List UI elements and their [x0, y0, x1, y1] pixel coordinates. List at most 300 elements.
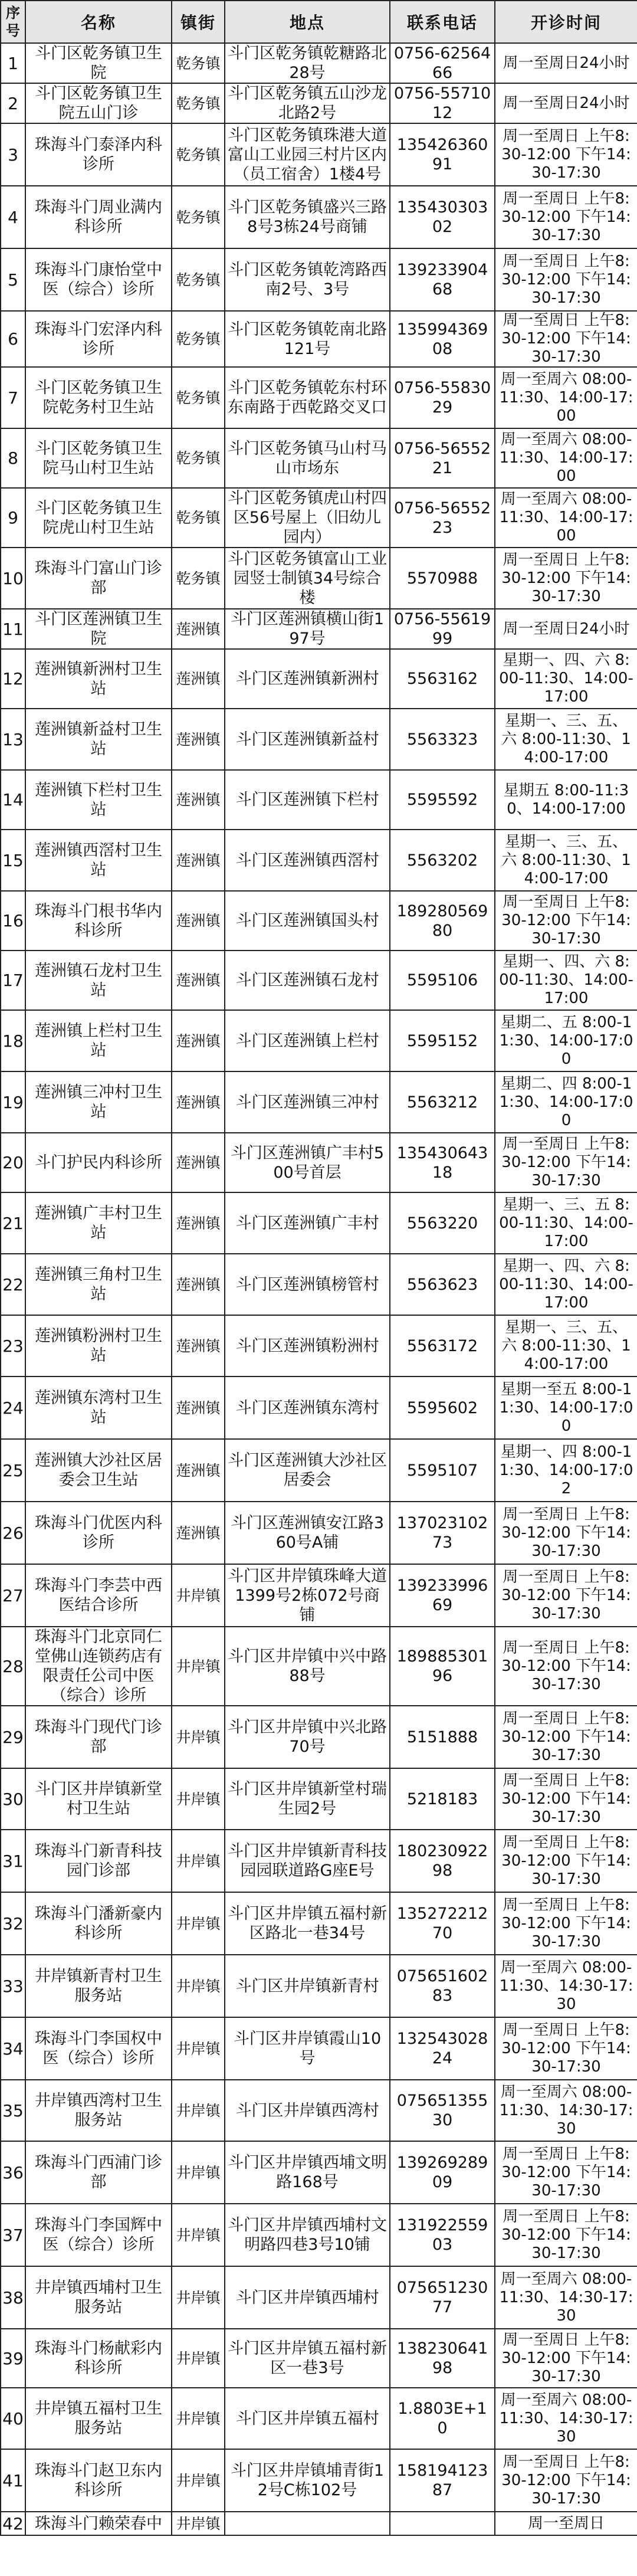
row-hours: 周一至周日 上午8:30-12:00 下午14:30-17:30: [495, 2449, 637, 2512]
table-row: [1, 2329, 637, 2388]
row-phone: 0756-5561999: [390, 609, 495, 649]
row-clinic-name: 珠海斗门现代门诊部: [25, 1706, 172, 1768]
row-phone: 13599436908: [390, 311, 495, 367]
row-town: 莲洲镇: [172, 1010, 225, 1071]
row-clinic-name: 珠海斗门杨献彩内科诊所: [25, 2329, 172, 2388]
table-row: [1, 2266, 637, 2329]
row-clinic-name: 莲洲镇三冲村卫生站: [25, 1071, 172, 1133]
row-hours: 周一至周六 08:00-11:30、14:30-17:30: [495, 2080, 637, 2141]
row-phone: 13926928909: [390, 2141, 495, 2204]
row-phone: 5563162: [390, 649, 495, 709]
table-row: [1, 649, 637, 709]
row-town: 莲洲镇: [172, 609, 225, 649]
row-town: 乾务镇: [172, 123, 225, 186]
row-phone: 18023092298: [390, 1830, 495, 1892]
row-clinic-name: 莲洲镇三角村卫生站: [25, 1254, 172, 1315]
row-phone: 07565123077: [390, 2266, 495, 2329]
row-hours: 星期二、五 8:00-11:30、14:00-17:00: [495, 1010, 637, 1071]
row-hours: 周一至周日 上午8:30-12:00 下午14:30-17:30: [495, 1830, 637, 1892]
row-hours: 周一至周日 上午8:30-12:00 下午14:30-17:30: [495, 186, 637, 248]
row-address: 斗门区莲洲镇广丰村: [225, 1192, 390, 1254]
row-town: 乾务镇: [172, 548, 225, 609]
row-phone: 5595592: [390, 770, 495, 830]
row-clinic-name: 斗门区乾务镇卫生院: [25, 43, 172, 83]
table-row: [1, 488, 637, 548]
table-row: [1, 1439, 637, 1502]
row-phone: 5218183: [390, 1768, 495, 1830]
table-row: [1, 1892, 637, 1955]
row-address: 斗门区井岸镇霞山10号: [225, 2017, 390, 2080]
row-clinic-name: 莲洲镇新益村卫生站: [25, 709, 172, 770]
row-address: 斗门区井岸镇五福村: [225, 2388, 390, 2449]
row-town: 井岸镇: [172, 1564, 225, 1627]
row-hours: 星期一、四 8:00-11:30、14:00-17:02: [495, 1439, 637, 1502]
row-hours: 星期五 8:00-11:30、14:00-17:00: [495, 770, 637, 830]
row-serial-number: 42: [1, 2512, 25, 2535]
row-town: 井岸镇: [172, 1892, 225, 1955]
table-row: [1, 1010, 637, 1071]
row-town: 莲洲镇: [172, 891, 225, 951]
row-address: 斗门区井岸镇新堂村瑞生园2号: [225, 1768, 390, 1830]
row-serial-number: 2: [1, 83, 25, 123]
table-row: [1, 1564, 637, 1627]
row-serial-number: 38: [1, 2266, 25, 2329]
row-phone: 07565135530: [390, 2080, 495, 2141]
table-row: [1, 2512, 637, 2535]
row-hours: 星期一、三、五 8:00-11:30、14:00-17:00: [495, 1192, 637, 1254]
table-row: [1, 2449, 637, 2512]
row-town: 莲洲镇: [172, 709, 225, 770]
row-clinic-name: 珠海斗门富山门诊部: [25, 548, 172, 609]
table-body: [1, 43, 637, 2535]
row-phone: 13923399669: [390, 1564, 495, 1627]
row-serial-number: 36: [1, 2141, 25, 2204]
row-phone: 5151888: [390, 1706, 495, 1768]
row-serial-number: 18: [1, 1010, 25, 1071]
row-town: 莲洲镇: [172, 1377, 225, 1439]
row-hours: 周一至周日 上午8:30-12:00 下午14:30-17:30: [495, 1627, 637, 1706]
row-address: [225, 2512, 390, 2535]
row-hours: 周一至周日 上午8:30-12:00 下午14:30-17:30: [495, 1706, 637, 1768]
row-clinic-name: 珠海斗门赖荣春中: [25, 2512, 172, 2535]
row-hours: 周一至周日 上午8:30-12:00 下午14:30-17:30: [495, 891, 637, 951]
row-serial-number: 5: [1, 248, 25, 311]
row-hours: 星期一、四、六 8:00-11:30、14:00-17:00: [495, 951, 637, 1010]
table-row: [1, 2204, 637, 2266]
row-serial-number: 20: [1, 1133, 25, 1192]
row-town: 乾务镇: [172, 186, 225, 248]
row-town: 井岸镇: [172, 1768, 225, 1830]
header-serial-number: 序号: [1, 1, 25, 43]
row-serial-number: 26: [1, 1502, 25, 1564]
row-phone: 5563172: [390, 1315, 495, 1377]
row-serial-number: 12: [1, 649, 25, 709]
row-address: 斗门区乾务镇乾东村环东南路于西乾路交叉口: [225, 367, 390, 428]
row-town: 井岸镇: [172, 2080, 225, 2141]
row-clinic-name: 斗门区莲洲镇卫生院: [25, 609, 172, 649]
row-address: 斗门区莲洲镇新益村: [225, 709, 390, 770]
row-hours: 周一至周日 上午8:30-12:00 下午14:30-17:30: [495, 2204, 637, 2266]
row-town: 乾务镇: [172, 488, 225, 548]
row-phone: 5595106: [390, 951, 495, 1010]
row-phone: 07565160283: [390, 1955, 495, 2017]
row-clinic-name: 珠海斗门赵卫东内科诊所: [25, 2449, 172, 2512]
row-hours: 周一至周日24小时: [495, 43, 637, 83]
row-serial-number: 19: [1, 1071, 25, 1133]
row-address: 斗门区乾务镇五山沙龙北路2号: [225, 83, 390, 123]
table-row: [1, 186, 637, 248]
row-town: 莲洲镇: [172, 1133, 225, 1192]
row-hours: 周一至周日 上午8:30-12:00 下午14:30-17:30: [495, 2017, 637, 2080]
row-town: 井岸镇: [172, 2017, 225, 2080]
row-town: 井岸镇: [172, 2141, 225, 2204]
row-address: 斗门区乾务镇珠港大道富山工业园三村片区内（员工宿舍）1楼4号: [225, 123, 390, 186]
row-hours: 周一至周日 上午8:30-12:00 下午14:30-17:30: [495, 123, 637, 186]
row-hours: 周一至周六 08:00-11:30、14:30-17:30: [495, 2266, 637, 2329]
row-serial-number: 1: [1, 43, 25, 83]
row-town: 乾务镇: [172, 311, 225, 367]
row-phone: 0756-5571012: [390, 83, 495, 123]
header-phone: 联系电话: [390, 1, 495, 43]
row-town: 莲洲镇: [172, 951, 225, 1010]
row-serial-number: 23: [1, 1315, 25, 1377]
row-address: 斗门区乾务镇富山工业园竖士制镇34号综合楼: [225, 548, 390, 609]
row-hours: 周一至周日24小时: [495, 609, 637, 649]
row-phone: 5563323: [390, 709, 495, 770]
row-clinic-name: 珠海斗门泰泽内科诊所: [25, 123, 172, 186]
row-serial-number: 14: [1, 770, 25, 830]
row-hours: 周一至周日 上午8:30-12:00 下午14:30-17:30: [495, 1564, 637, 1627]
row-serial-number: 39: [1, 2329, 25, 2388]
header-address: 地点: [225, 1, 390, 43]
row-clinic-name: 井岸镇西埔村卫生服务站: [25, 2266, 172, 2329]
row-address: 斗门区乾务镇盛兴三路8号3栋24号商铺: [225, 186, 390, 248]
table-row: [1, 1071, 637, 1133]
table-row: [1, 548, 637, 609]
row-hours: 星期一至五 8:00-11:30、14:00-17:00: [495, 1377, 637, 1439]
row-address: 斗门区井岸镇五福村新区一巷3号: [225, 2329, 390, 2388]
row-serial-number: 22: [1, 1254, 25, 1315]
row-town: 乾务镇: [172, 428, 225, 488]
row-clinic-name: 斗门区乾务镇卫生院马山村卫生站: [25, 428, 172, 488]
row-town: 乾务镇: [172, 83, 225, 123]
row-hours: 周一至周六 08:00-11:30、14:00-17:00: [495, 367, 637, 428]
row-hours: 周一至周日 上午8:30-12:00 下午14:30-17:30: [495, 1892, 637, 1955]
table-row: [1, 367, 637, 428]
row-town: 乾务镇: [172, 43, 225, 83]
row-serial-number: 25: [1, 1439, 25, 1502]
row-town: 莲洲镇: [172, 1254, 225, 1315]
table-row: [1, 1315, 637, 1377]
row-address: 斗门区井岸镇西埔村: [225, 2266, 390, 2329]
row-clinic-name: 莲洲镇上栏村卫生站: [25, 1010, 172, 1071]
row-clinic-name: 莲洲镇西滘村卫生站: [25, 830, 172, 891]
row-phone: 13823064198: [390, 2329, 495, 2388]
row-address: 斗门区乾务镇乾湾路西南2号、3号: [225, 248, 390, 311]
row-town: 井岸镇: [172, 1706, 225, 1768]
row-clinic-name: 珠海斗门根书华内科诊所: [25, 891, 172, 951]
row-serial-number: 21: [1, 1192, 25, 1254]
row-town: 莲洲镇: [172, 1439, 225, 1502]
table-row: [1, 1502, 637, 1564]
row-phone: 13542636091: [390, 123, 495, 186]
row-clinic-name: 斗门区乾务镇卫生院虎山村卫生站: [25, 488, 172, 548]
row-clinic-name: 莲洲镇石龙村卫生站: [25, 951, 172, 1010]
row-clinic-name: 珠海斗门李国权中医（综合）诊所: [25, 2017, 172, 2080]
row-town: 井岸镇: [172, 2388, 225, 2449]
row-address: 斗门区乾务镇乾南北路121号: [225, 311, 390, 367]
row-serial-number: 32: [1, 1892, 25, 1955]
row-phone: 5563212: [390, 1071, 495, 1133]
header-name: 名称: [25, 1, 172, 43]
row-serial-number: 37: [1, 2204, 25, 2266]
table-row: [1, 43, 637, 83]
row-clinic-name: 莲洲镇粉洲村卫生站: [25, 1315, 172, 1377]
row-address: 斗门区莲洲镇广丰村500号首层: [225, 1133, 390, 1192]
row-phone: 5595107: [390, 1439, 495, 1502]
row-serial-number: 3: [1, 123, 25, 186]
row-serial-number: 16: [1, 891, 25, 951]
row-clinic-name: 莲洲镇下栏村卫生站: [25, 770, 172, 830]
row-address: 斗门区井岸镇珠峰大道1399号2栋072号商铺: [225, 1564, 390, 1627]
row-address: 斗门区井岸镇中兴北路70号: [225, 1706, 390, 1768]
row-address: 斗门区莲洲镇榜管村: [225, 1254, 390, 1315]
row-hours: 星期一、三、五、六 8:00-11:30、14:00-17:00: [495, 709, 637, 770]
row-phone: 0756-5655221: [390, 428, 495, 488]
row-town: 井岸镇: [172, 2449, 225, 2512]
row-address: 斗门区乾务镇马山村马山市场东: [225, 428, 390, 488]
table-row: [1, 248, 637, 311]
row-clinic-name: 珠海斗门北京同仁堂佛山连锁药店有限责任公司中医（综合）诊所: [25, 1627, 172, 1706]
row-phone: 0756-5583029: [390, 367, 495, 428]
row-serial-number: 4: [1, 186, 25, 248]
row-clinic-name: 井岸镇五福村卫生服务站: [25, 2388, 172, 2449]
header-town: 镇街: [172, 1, 225, 43]
table-row: [1, 1627, 637, 1706]
row-hours: 周一至周六 08:00-11:30、14:00-17:00: [495, 488, 637, 548]
table-row: [1, 2141, 637, 2204]
table-row: [1, 2388, 637, 2449]
row-clinic-name: 莲洲镇大沙社区居委会卫生站: [25, 1439, 172, 1502]
table-row: [1, 2017, 637, 2080]
row-hours: 周一至周日 上午8:30-12:00 下午14:30-17:30: [495, 548, 637, 609]
row-phone: 13543064318: [390, 1133, 495, 1192]
row-serial-number: 31: [1, 1830, 25, 1892]
row-clinic-name: 莲洲镇广丰村卫生站: [25, 1192, 172, 1254]
row-address: 斗门区莲洲镇横山街197号: [225, 609, 390, 649]
row-serial-number: 40: [1, 2388, 25, 2449]
table-row: [1, 1254, 637, 1315]
table-row: [1, 1706, 637, 1768]
row-serial-number: 8: [1, 428, 25, 488]
row-serial-number: 15: [1, 830, 25, 891]
row-phone: 13192255903: [390, 2204, 495, 2266]
row-hours: 周一至周六 08:00-11:30、14:30-17:30: [495, 2388, 637, 2449]
table-row: [1, 609, 637, 649]
row-serial-number: 41: [1, 2449, 25, 2512]
row-phone: 0756-5655223: [390, 488, 495, 548]
row-town: 井岸镇: [172, 2329, 225, 2388]
row-address: 斗门区乾务镇虎山村四区56号屋上（旧幼儿园内）: [225, 488, 390, 548]
row-town: 井岸镇: [172, 1955, 225, 2017]
row-town: 井岸镇: [172, 1830, 225, 1892]
row-clinic-name: 珠海斗门周业满内科诊所: [25, 186, 172, 248]
row-address: 斗门区井岸镇五福村新区路北一巷34号: [225, 1892, 390, 1955]
header-row: [1, 1, 637, 43]
row-phone: 13254302824: [390, 2017, 495, 2080]
row-hours: 周一至周六 08:00-11:30、14:00-17:00: [495, 428, 637, 488]
row-hours: 周一至周日 上午8:30-12:00 下午14:30-17:30: [495, 1768, 637, 1830]
table-row: [1, 1830, 637, 1892]
row-clinic-name: 珠海斗门李芸中西医结合诊所: [25, 1564, 172, 1627]
table-row: [1, 123, 637, 186]
row-serial-number: 6: [1, 311, 25, 367]
row-clinic-name: 斗门区井岸镇新堂村卫生站: [25, 1768, 172, 1830]
row-hours: 周一至周日24小时: [495, 83, 637, 123]
row-serial-number: 9: [1, 488, 25, 548]
row-serial-number: 7: [1, 367, 25, 428]
table-row: [1, 1768, 637, 1830]
row-address: 斗门区井岸镇西湾村: [225, 2080, 390, 2141]
row-town: 莲洲镇: [172, 830, 225, 891]
row-town: 莲洲镇: [172, 770, 225, 830]
row-clinic-name: 井岸镇西湾村卫生服务站: [25, 2080, 172, 2141]
row-hours: 周一至周日 上午8:30-12:00 下午14:30-17:30: [495, 1502, 637, 1564]
row-town: 莲洲镇: [172, 1502, 225, 1564]
table-row: [1, 83, 637, 123]
row-serial-number: 33: [1, 1955, 25, 2017]
row-hours: 周一至周日 上午8:30-12:00 下午14:30-17:30: [495, 1133, 637, 1192]
row-serial-number: 13: [1, 709, 25, 770]
row-hours: 周一至周日 上午8:30-12:00 下午14:30-17:30: [495, 311, 637, 367]
row-phone: 18928056980: [390, 891, 495, 951]
row-phone: 15819412387: [390, 2449, 495, 2512]
row-hours: 星期一、三、五、六 8:00-11:30、14:00-17:00: [495, 830, 637, 891]
row-clinic-name: 珠海斗门康怡堂中医（综合）诊所: [25, 248, 172, 311]
row-address: 斗门区莲洲镇大沙社区居委会: [225, 1439, 390, 1502]
row-town: 乾务镇: [172, 367, 225, 428]
table-row: [1, 830, 637, 891]
row-town: 井岸镇: [172, 2512, 225, 2535]
row-town: 莲洲镇: [172, 1071, 225, 1133]
row-clinic-name: 珠海斗门潘新豪内科诊所: [25, 1892, 172, 1955]
row-phone: 5570988: [390, 548, 495, 609]
row-town: 井岸镇: [172, 2266, 225, 2329]
header-hours: 开诊时间: [495, 1, 637, 43]
row-serial-number: 29: [1, 1706, 25, 1768]
row-clinic-name: 珠海斗门西浦门诊部: [25, 2141, 172, 2204]
row-clinic-name: 珠海斗门宏泽内科诊所: [25, 311, 172, 367]
row-hours: 星期一、四、六 8:00-11:30、14:00-17:00: [495, 1254, 637, 1315]
row-town: 乾务镇: [172, 248, 225, 311]
row-address: 斗门区莲洲镇上栏村: [225, 1010, 390, 1071]
table-row: [1, 709, 637, 770]
row-serial-number: 35: [1, 2080, 25, 2141]
row-address: 斗门区井岸镇中兴中路88号: [225, 1627, 390, 1706]
row-hours: 星期一、四、六 8:00-11:30、14:00-17:00: [495, 649, 637, 709]
table-row: [1, 1955, 637, 2017]
row-address: 斗门区井岸镇西埔文明路168号: [225, 2141, 390, 2204]
row-clinic-name: 井岸镇新青村卫生服务站: [25, 1955, 172, 2017]
row-address: 斗门区乾务镇乾糖路北28号: [225, 43, 390, 83]
row-clinic-name: 斗门区乾务镇卫生院五山门诊: [25, 83, 172, 123]
table-row: [1, 1377, 637, 1439]
row-address: 斗门区井岸镇新青科技园园联道路G座E号: [225, 1830, 390, 1892]
row-address: 斗门区莲洲镇粉洲村: [225, 1315, 390, 1377]
row-hours: 周一至周日 上午8:30-12:00 下午14:30-17:30: [495, 2141, 637, 2204]
row-serial-number: 28: [1, 1627, 25, 1706]
row-town: 莲洲镇: [172, 1315, 225, 1377]
row-clinic-name: 珠海斗门优医内科诊所: [25, 1502, 172, 1564]
row-serial-number: 30: [1, 1768, 25, 1830]
table-row: [1, 1192, 637, 1254]
row-serial-number: 27: [1, 1564, 25, 1627]
table-row: [1, 951, 637, 1010]
row-phone: 13543030302: [390, 186, 495, 248]
row-address: 斗门区井岸镇西埔村文明路四巷3号10铺: [225, 2204, 390, 2266]
row-address: 斗门区莲洲镇西滘村: [225, 830, 390, 891]
row-hours: 星期二、四 8:00-11:30、14:00-17:00: [495, 1071, 637, 1133]
table-row: [1, 770, 637, 830]
row-town: 井岸镇: [172, 1627, 225, 1706]
row-serial-number: 17: [1, 951, 25, 1010]
row-phone: 5563202: [390, 830, 495, 891]
row-phone: [390, 2512, 495, 2535]
row-clinic-name: 斗门区乾务镇卫生院乾务村卫生站: [25, 367, 172, 428]
row-phone: 5595602: [390, 1377, 495, 1439]
row-address: 斗门区莲洲镇石龙村: [225, 951, 390, 1010]
row-address: 斗门区莲洲镇东湾村: [225, 1377, 390, 1439]
row-address: 斗门区井岸镇新青村: [225, 1955, 390, 2017]
row-town: 莲洲镇: [172, 1192, 225, 1254]
row-serial-number: 11: [1, 609, 25, 649]
row-clinic-name: 斗门护民内科诊所: [25, 1133, 172, 1192]
row-serial-number: 24: [1, 1377, 25, 1439]
row-hours: 周一至周日: [495, 2512, 637, 2535]
row-clinic-name: 珠海斗门新青科技园门诊部: [25, 1830, 172, 1892]
row-address: 斗门区莲洲镇三冲村: [225, 1071, 390, 1133]
row-hours: 周一至周日 上午8:30-12:00 下午14:30-17:30: [495, 248, 637, 311]
table-row: [1, 2080, 637, 2141]
row-hours: 星期一、三、五、六 8:00-11:30、14:00-17:00: [495, 1315, 637, 1377]
row-serial-number: 34: [1, 2017, 25, 2080]
row-address: 斗门区莲洲镇下栏村: [225, 770, 390, 830]
row-address: 斗门区莲洲镇国头村: [225, 891, 390, 951]
table-row: [1, 891, 637, 951]
row-phone: 1.8803E+10: [390, 2388, 495, 2449]
row-phone: 13923390468: [390, 248, 495, 311]
row-phone: 5595152: [390, 1010, 495, 1071]
row-town: 莲洲镇: [172, 649, 225, 709]
row-hours: 周一至周日 上午8:30-12:00 下午14:30-17:30: [495, 2329, 637, 2388]
row-serial-number: 10: [1, 548, 25, 609]
table-row: [1, 428, 637, 488]
row-phone: 5563220: [390, 1192, 495, 1254]
row-phone: 0756-6256466: [390, 43, 495, 83]
row-hours: 周一至周六 08:00-11:30、14:30-17:30: [495, 1955, 637, 2017]
row-phone: 5563623: [390, 1254, 495, 1315]
row-town: 井岸镇: [172, 2204, 225, 2266]
row-phone: 13527221270: [390, 1892, 495, 1955]
row-clinic-name: 珠海斗门李国辉中医（综合）诊所: [25, 2204, 172, 2266]
row-clinic-name: 莲洲镇新洲村卫生站: [25, 649, 172, 709]
table-row: [1, 311, 637, 367]
table-row: [1, 1133, 637, 1192]
row-phone: 13702310273: [390, 1502, 495, 1564]
row-address: 斗门区井岸镇埔青街12号C栋102号: [225, 2449, 390, 2512]
row-phone: 18988530196: [390, 1627, 495, 1706]
row-clinic-name: 莲洲镇东湾村卫生站: [25, 1377, 172, 1439]
